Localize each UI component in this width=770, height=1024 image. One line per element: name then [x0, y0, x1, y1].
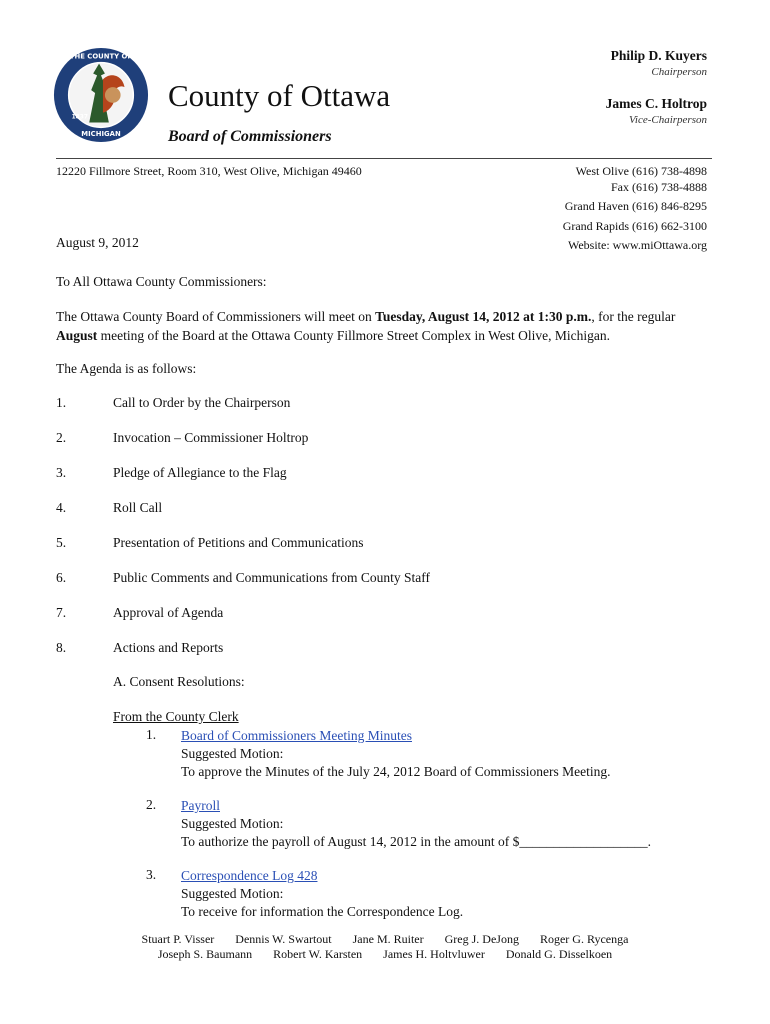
commissioners-row-1 [0, 931, 770, 947]
suggested-motion-text: To approve the Minutes of the July 24, 2012 Board of Commissioners Meeting. [181, 764, 611, 779]
consent-heading: A. Consent Resolutions: [113, 674, 245, 689]
agenda-item-number: 1. [56, 395, 67, 410]
commissioner-name: James H. Holtvluwer [383, 947, 485, 961]
agenda-item-label: Actions and Reports [113, 640, 224, 655]
para-text-1: The Ottawa County Board of Commissioners will meet on [56, 309, 376, 324]
contact-grand-haven: Grand Haven (616) 846-8295 [564, 199, 707, 213]
consent-item [181, 867, 463, 921]
contact-west-olive: West Olive (616) 738-4898 [575, 164, 707, 178]
agenda-item-number: 2. [56, 430, 67, 445]
header-divider [56, 158, 712, 159]
agenda-item-label: Approval of Agenda [113, 605, 224, 620]
suggested-motion-text: To receive for information the Correspondence Log. [181, 904, 464, 919]
chair-title: Chairperson [651, 66, 707, 78]
agenda-item-label: Presentation of Petitions and Communications [113, 535, 364, 550]
agenda-item-number: 8. [56, 640, 67, 655]
agenda-item-number: 3. [56, 465, 67, 480]
consent-item-number: 1. [146, 727, 157, 742]
meeting-datetime: Tuesday, August 14, 2012 at 1:30 p.m. [375, 309, 592, 324]
from-county-clerk: From the County Clerk [113, 709, 239, 724]
para-text-2: , for the regular [591, 309, 676, 324]
agenda-intro: The Agenda is as follows: [56, 361, 197, 376]
para-text-3: meeting of the Board at the Ottawa County Fillmore Street Complex in West Olive, Michigan. [97, 328, 610, 343]
agenda-item-label: Call to Order by the Chairperson [113, 395, 291, 410]
salutation: To All Ottawa County Commissioners: [56, 274, 267, 289]
meeting-paragraph [56, 307, 716, 345]
commissioner-name: Robert W. Karsten [273, 947, 363, 961]
suggested-motion-text: To authorize the payroll of August 14, 2012 in the amount of $___________________. [181, 834, 651, 849]
seal-top-text: SEAL OF THE COUNTY OF OTTAWA [35, 52, 167, 61]
commissioner-name: Stuart P. Visser [141, 932, 215, 946]
suggested-motion-label: Suggested Motion: [181, 886, 284, 901]
vice-chair-name: James C. Holtrop [605, 96, 707, 111]
suggested-motion-label: Suggested Motion: [181, 816, 284, 831]
agenda-item-label: Roll Call [113, 500, 163, 515]
contact-fax: Fax (616) 738-4888 [611, 180, 707, 194]
agenda-item-number: 6. [56, 570, 67, 585]
commissioner-name: Donald G. Disselkoen [505, 947, 613, 961]
letter-date: August 9, 2012 [56, 235, 139, 250]
correspondence-log-link[interactable]: Correspondence Log 428 [181, 868, 318, 883]
seal-year-left: 1837 [71, 114, 88, 121]
vice-chair-title: Vice-Chairperson [628, 114, 707, 126]
board-subtitle: Board of Commissioners [168, 128, 332, 145]
agenda-item-label: Public Comments and Communications from County Staff [113, 570, 430, 585]
agenda-item-number: 4. [56, 500, 67, 515]
suggested-motion-label: Suggested Motion: [181, 746, 284, 761]
county-seal-logo [35, 46, 167, 144]
commissioner-name: Dennis W. Swartout [235, 932, 332, 946]
agenda-item-number: 5. [56, 535, 67, 550]
office-address: 12220 Fillmore Street, Room 310, West Olive, Michigan 49460 [56, 164, 362, 178]
agenda-item-label: Pledge of Allegiance to the Flag [113, 465, 287, 480]
commissioners-row-2 [0, 946, 770, 962]
agenda-item-label: Invocation – Commissioner Holtrop [113, 430, 309, 445]
consent-item [181, 727, 611, 781]
consent-item-number: 2. [146, 797, 157, 812]
seal-state-text: MICHIGAN [81, 130, 121, 139]
meeting-month: August [56, 328, 98, 343]
commissioner-name: Jane M. Ruiter [352, 932, 424, 946]
commissioner-name: Greg J. DeJong [444, 932, 519, 946]
minutes-link[interactable]: Board of Commissioners Meeting Minutes [181, 728, 412, 743]
commissioner-name: Roger G. Rycenga [539, 932, 629, 946]
commissioner-name: Joseph S. Baumann [157, 947, 253, 961]
payroll-link[interactable]: Payroll [181, 798, 220, 813]
agenda-item-number: 7. [56, 605, 67, 620]
consent-item [181, 797, 651, 851]
chair-name: Philip D. Kuyers [610, 48, 707, 63]
consent-item-number: 3. [146, 867, 157, 882]
contact-website[interactable]: Website: www.miOttawa.org [567, 238, 707, 252]
county-title: County of Ottawa [168, 78, 391, 113]
contact-grand-rapids: Grand Rapids (616) 662-3100 [562, 219, 707, 233]
